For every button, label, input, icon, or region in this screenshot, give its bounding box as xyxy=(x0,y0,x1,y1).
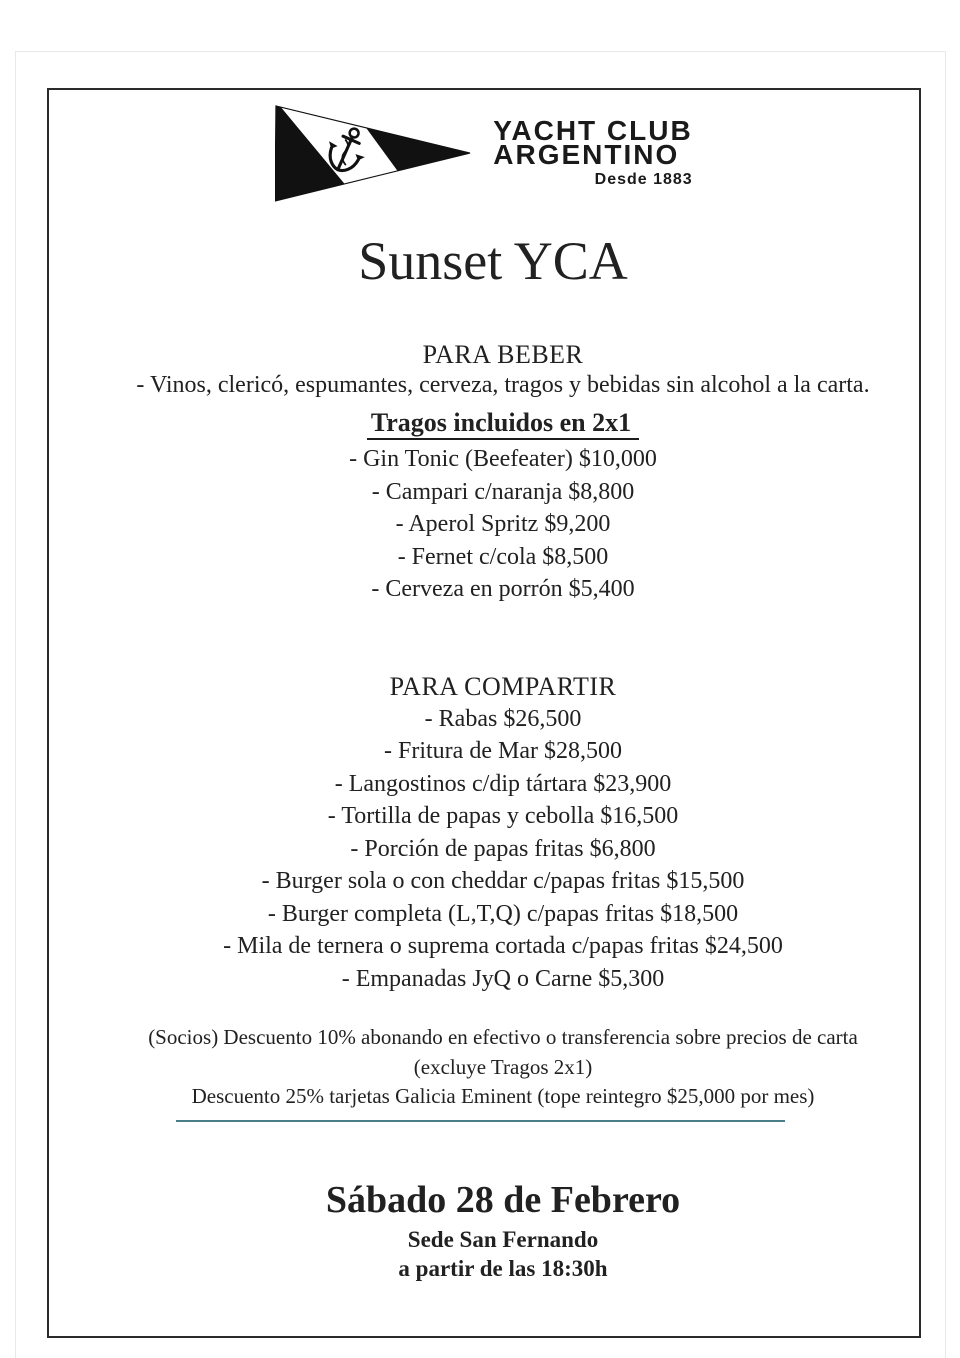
club-name-line2: ARGENTINO xyxy=(493,139,680,170)
club-tagline: Desde 1883 xyxy=(594,171,693,188)
food-item: - Empanadas JyQ o Carne $5,300 xyxy=(341,965,665,992)
exclusion-note: (excluye Tragos 2x1) xyxy=(413,1054,593,1079)
food-list xyxy=(87,703,919,996)
club-name-line1: YACHT CLUB xyxy=(493,115,693,146)
club-header xyxy=(49,105,919,203)
drink-item: - Cerveza en porrón $5,400 xyxy=(371,576,635,602)
drinks-intro: - Vinos, clericó, espumantes, cerveza, tragos y bebidas sin alcohol a la carta. xyxy=(136,372,870,398)
event-time: a partir de las 18:30h xyxy=(398,1255,608,1281)
drink-item: - Gin Tonic (Beefeater) $10,000 xyxy=(349,446,657,472)
food-item: - Langostinos c/dip tártara $23,900 xyxy=(334,770,672,797)
section-heading-food: PARA COMPARTIR xyxy=(389,671,617,701)
card-discount-note: Descuento 25% tarjetas Galicia Eminent (tope reintegro $25,000 por mes) xyxy=(191,1084,815,1108)
food-item: - Porción de papas fritas $6,800 xyxy=(350,835,656,862)
drink-item: - Aperol Spritz $9,200 xyxy=(395,511,611,537)
discount-notes xyxy=(87,1023,919,1112)
included-drinks-heading xyxy=(87,405,919,441)
section-heading-drinks: PARA BEBER xyxy=(422,340,584,369)
food-item: - Burger sola o con cheddar c/papas fritas $15,500 xyxy=(261,868,745,894)
menu-frame xyxy=(47,88,921,1338)
member-discount-note: (Socios) Descuento 10% abonando en efectivo o transferencia sobre precios de carta xyxy=(148,1025,858,1049)
included-drinks-heading-text: Tragos incluidos en 2x1 xyxy=(367,408,639,440)
food-item: - Burger completa (L,T,Q) c/papas fritas $18,500 xyxy=(267,900,739,927)
food-item: - Mila de ternera o suprema cortada c/papas fritas $24,500 xyxy=(223,933,783,959)
menu-title: Sunset YCA xyxy=(358,231,628,291)
drink-item: - Campari c/naranja $8,800 xyxy=(371,478,635,505)
menu-page xyxy=(15,51,946,1358)
drink-list xyxy=(87,443,919,606)
food-item: - Fritura de Mar $28,500 xyxy=(384,738,622,764)
food-item: - Rabas $26,500 xyxy=(424,705,582,732)
event-venue: Sede San Fernando xyxy=(407,1226,599,1252)
club-burgee-icon xyxy=(275,105,471,203)
food-item: - Tortilla de papas y cebolla $16,500 xyxy=(327,803,679,829)
drink-item: - Fernet c/cola $8,500 xyxy=(397,543,609,570)
teal-divider xyxy=(176,1120,785,1122)
event-date: Sábado 28 de Febrero xyxy=(325,1178,681,1221)
club-wordmark xyxy=(493,115,693,189)
